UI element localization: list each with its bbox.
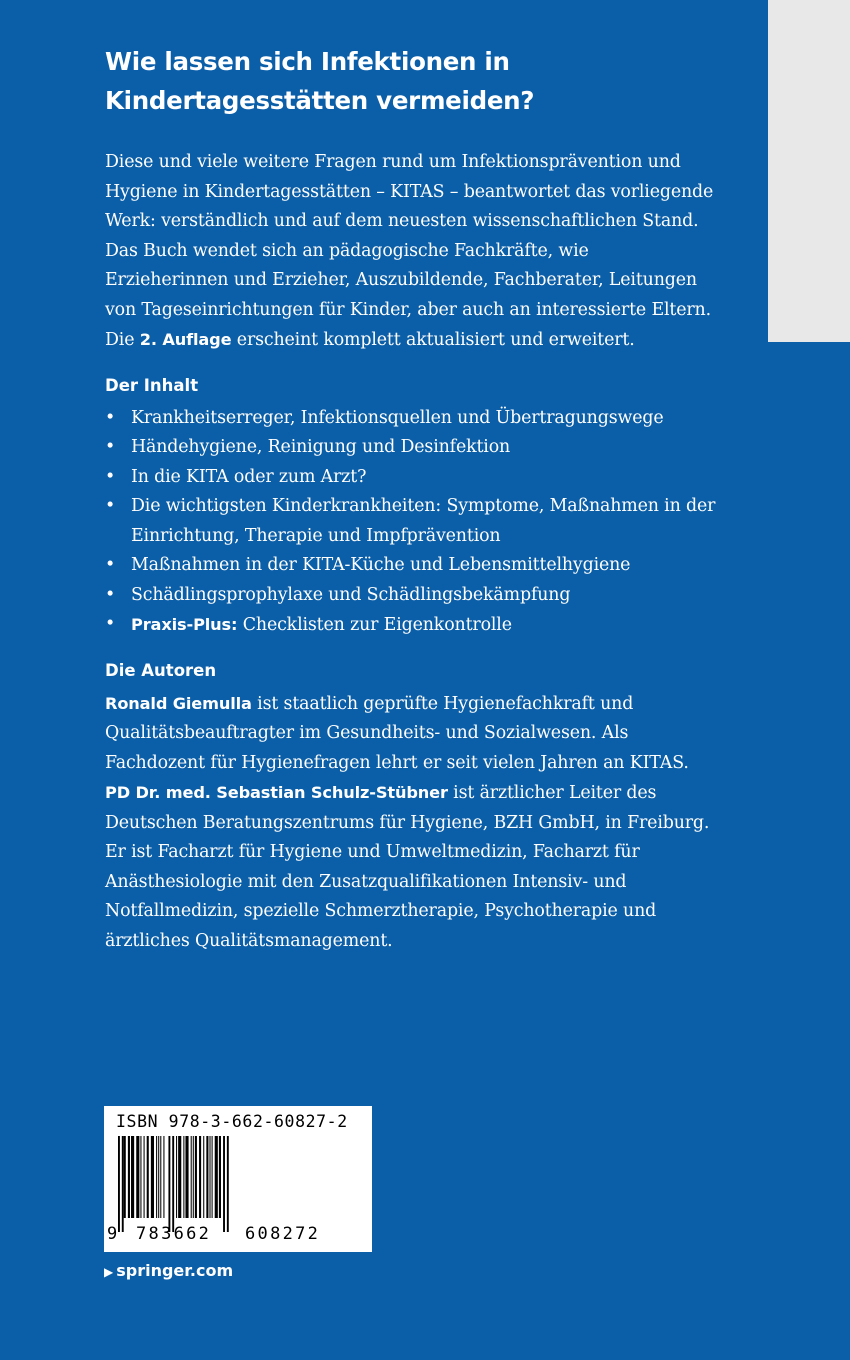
barcode-bar <box>185 1136 188 1218</box>
author-2-bio <box>105 778 717 956</box>
isbn-label: ISBN 978-3-662-60827-2 <box>116 1112 348 1131</box>
list-item: • Händehygiene, Reinigung und Desinfektion <box>105 433 717 463</box>
barcode-guard-bar <box>223 1136 225 1232</box>
barcode-bar <box>151 1136 154 1218</box>
authors-section <box>105 689 717 957</box>
intro-text-2: erscheint komplett aktualisiert und erweitert. <box>231 330 635 350</box>
contents-heading: Der Inhalt <box>105 375 199 395</box>
intro-paragraph <box>105 148 717 356</box>
ean-first-digit: 9 <box>107 1224 118 1244</box>
author-1-name: Ronald Giemulla <box>105 693 252 713</box>
headline: Wie lassen sich Infektionen in Kindertagesstätten vermeiden? <box>105 47 535 115</box>
barcode-bar <box>144 1136 145 1218</box>
publisher-link[interactable] <box>104 1261 233 1280</box>
barcode-bar <box>140 1136 141 1218</box>
list-item: • Schädlingsprophylaxe und Schädlingsbekämpfung <box>105 581 717 611</box>
barcode-guard-bar <box>168 1136 170 1232</box>
triangle-right-icon: ▶ <box>104 1265 114 1279</box>
author-2-text: ist ärztlicher Leiter des Deutschen Beratungszentrums für Hygiene, BZH GmbH, in Freiburg. Er ist Facharzt für Hygiene und Umweltmedizin, Facharzt für Anästhesiologie mit den Zusatzqualifikationen Intensiv- und Notfallmedizin, spezielle Schmerztherapie, Psychotherapie und ärztliches Qualitätsmanagement. <box>105 783 710 951</box>
barcode-bar <box>124 1136 126 1218</box>
barcode-bar <box>209 1136 210 1218</box>
isbn-barcode <box>104 1106 372 1252</box>
praxis-plus-text: Checklisten zur Eigenkontrolle <box>237 615 512 635</box>
barcode-bar <box>195 1136 197 1218</box>
barcode-bar <box>147 1136 149 1218</box>
praxis-plus-label: Praxis-Plus: <box>131 615 238 634</box>
authors-heading: Die Autoren <box>105 660 217 680</box>
list-item <box>105 610 717 641</box>
barcode-bar <box>160 1136 161 1218</box>
author-2-name: PD Dr. med. Sebastian Schulz-Stübner <box>105 783 448 802</box>
back-cover-content <box>105 42 717 956</box>
barcode-bar <box>158 1136 159 1218</box>
barcode-bar <box>136 1136 139 1218</box>
list-item: • Die wichtigsten Kinderkrankheiten: Symptome, Maßnahmen in der Einrichtung, Therapie und Impfprävention <box>105 492 717 551</box>
ean-left-group: 783662 <box>136 1224 212 1244</box>
intro-text-1: Diese und viele weitere Fragen rund um Infektionsprävention und Hygiene in Kindertagesstätten – KITAS – beantwortet das vorliegende Werk: verständlich und auf dem neuesten wissenschaftlichen Stand. Das Buch wendet sich an pädagogische Fachkräfte, wie Erzieherinnen und Erzieher, Auszubildende, Fachberater, Leitungen von Tageseinrichtungen für Kinder, aber auch an interessierte Eltern. Die <box>105 152 714 350</box>
barcode-bar <box>206 1136 208 1218</box>
barcode-guard-bar <box>172 1136 174 1232</box>
barcode-bar <box>131 1136 134 1218</box>
barcode-guard-bar <box>122 1136 124 1232</box>
barcode-bar <box>215 1136 218 1218</box>
barcode-bar <box>128 1136 130 1218</box>
barcode-bar <box>203 1136 204 1218</box>
list-item: • In die KITA oder zum Arzt? <box>105 463 717 493</box>
ean-right-group: 608272 <box>245 1224 321 1244</box>
barcode-bar <box>199 1136 201 1218</box>
barcode-bar <box>178 1136 181 1218</box>
list-item: • Maßnahmen in der KITA-Küche und Lebensmittelhygiene <box>105 551 717 581</box>
list-item: • Krankheitserreger, Infektionsquellen und Übertragungswege <box>105 404 717 434</box>
author-1-bio <box>105 689 717 779</box>
barcode-bar <box>163 1136 164 1218</box>
author-1-text: ist staatlich geprüfte Hygienefachkraft und Qualitätsbeauftragter im Gesundheits- und Sozialwesen. Als Fachdozent für Hygienefragen lehrt er seit vielen Jahren an KITAS. <box>105 693 689 773</box>
publisher-url: springer.com <box>116 1261 234 1280</box>
barcode-bar <box>219 1136 221 1218</box>
barcode-bars <box>118 1136 358 1236</box>
barcode-bar <box>183 1136 184 1218</box>
edition-label: 2. Auflage <box>139 330 232 349</box>
barcode-guard-bar <box>227 1136 229 1232</box>
barcode-bar <box>191 1136 192 1218</box>
barcode-bar <box>156 1136 157 1218</box>
barcode-bar <box>193 1136 194 1218</box>
barcode-bar <box>212 1136 213 1218</box>
contents-list <box>105 404 717 641</box>
barcode-guard-bar <box>118 1136 120 1232</box>
side-panel <box>768 0 850 342</box>
barcode-bar <box>176 1136 177 1218</box>
